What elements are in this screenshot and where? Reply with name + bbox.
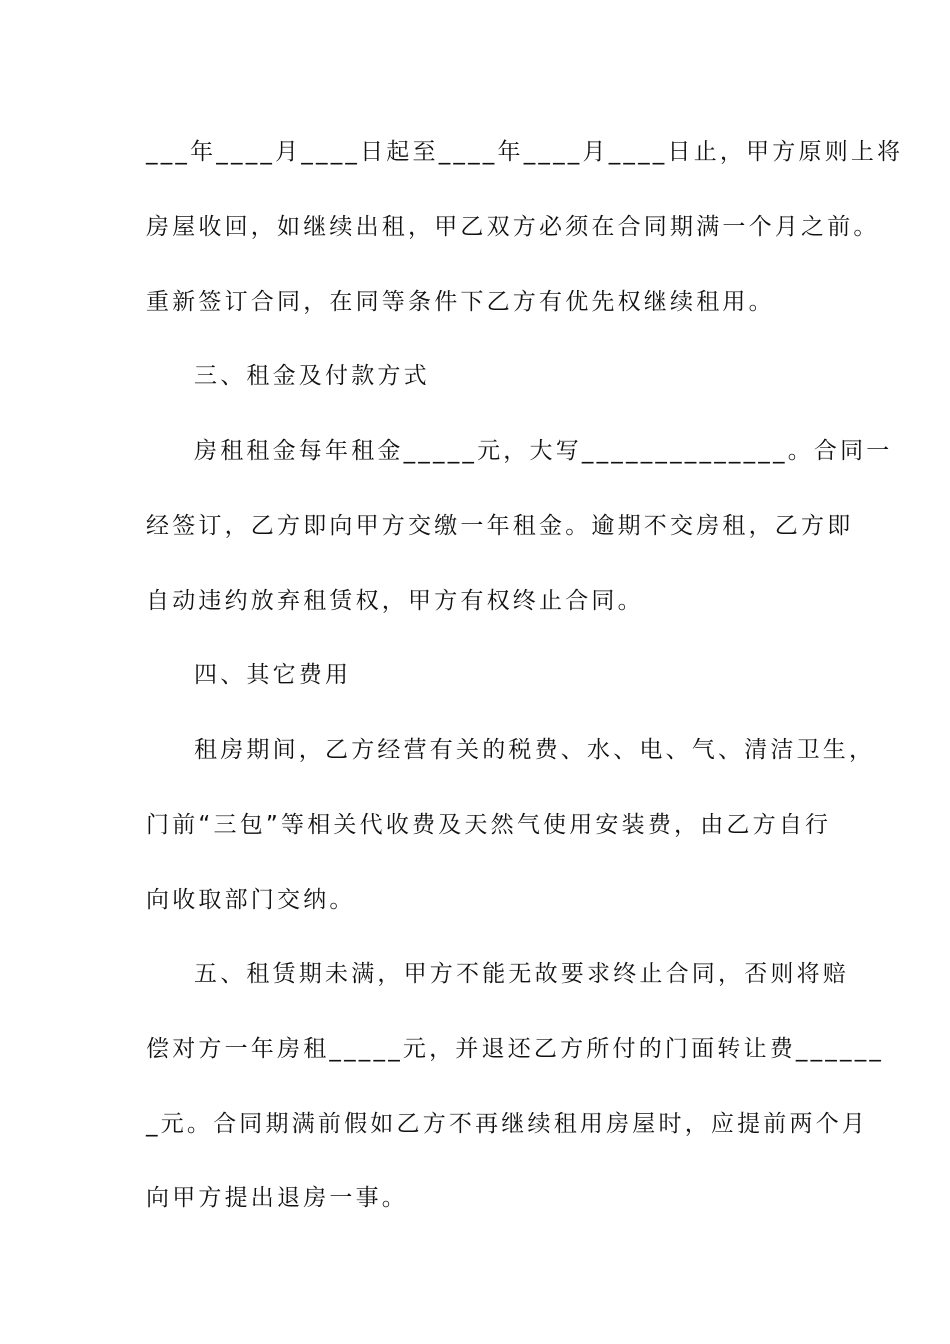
section-heading-rent-payment: 三、租金及付款方式: [194, 363, 430, 389]
text-line: 房屋收回，如继续出租，甲乙双方必须在合同期满一个月之前。: [146, 214, 880, 240]
section-heading-early-termination: 五、租赁期未满，甲方不能无故要求终止合同，否则将赔: [194, 961, 849, 987]
text-line: 偿对方一年房租_____元，并退还乙方所付的门面转让费______: [146, 1036, 885, 1062]
text-line: 自动违约放弃租赁权，甲方有权终止合同。: [146, 588, 644, 614]
text-line: 向甲方提出退房一事。: [146, 1185, 408, 1211]
text-line: _元。合同期满前假如乙方不再继续租用房屋时，应提前两个月: [146, 1111, 869, 1137]
text-line: 租房期间，乙方经营有关的税费、水、电、气、清洁卫生，: [194, 737, 876, 763]
text-line: 向收取部门交纳。: [146, 887, 356, 913]
text-line: 门前“三包”等相关代收费及天然气使用安装费，由乙方自行: [146, 812, 832, 838]
text-line: ___年____月____日起至____年____月____日止，甲方原则上将: [146, 139, 904, 165]
text-line: 房租租金每年租金_____元，大写______________。合同一: [194, 438, 893, 464]
text-line: 重新签订合同，在同等条件下乙方有优先权继续租用。: [146, 289, 775, 315]
text-line: 经签订，乙方即向甲方交缴一年租金。逾期不交房租，乙方即: [146, 513, 854, 539]
section-heading-other-fees: 四、其它费用: [194, 662, 352, 688]
